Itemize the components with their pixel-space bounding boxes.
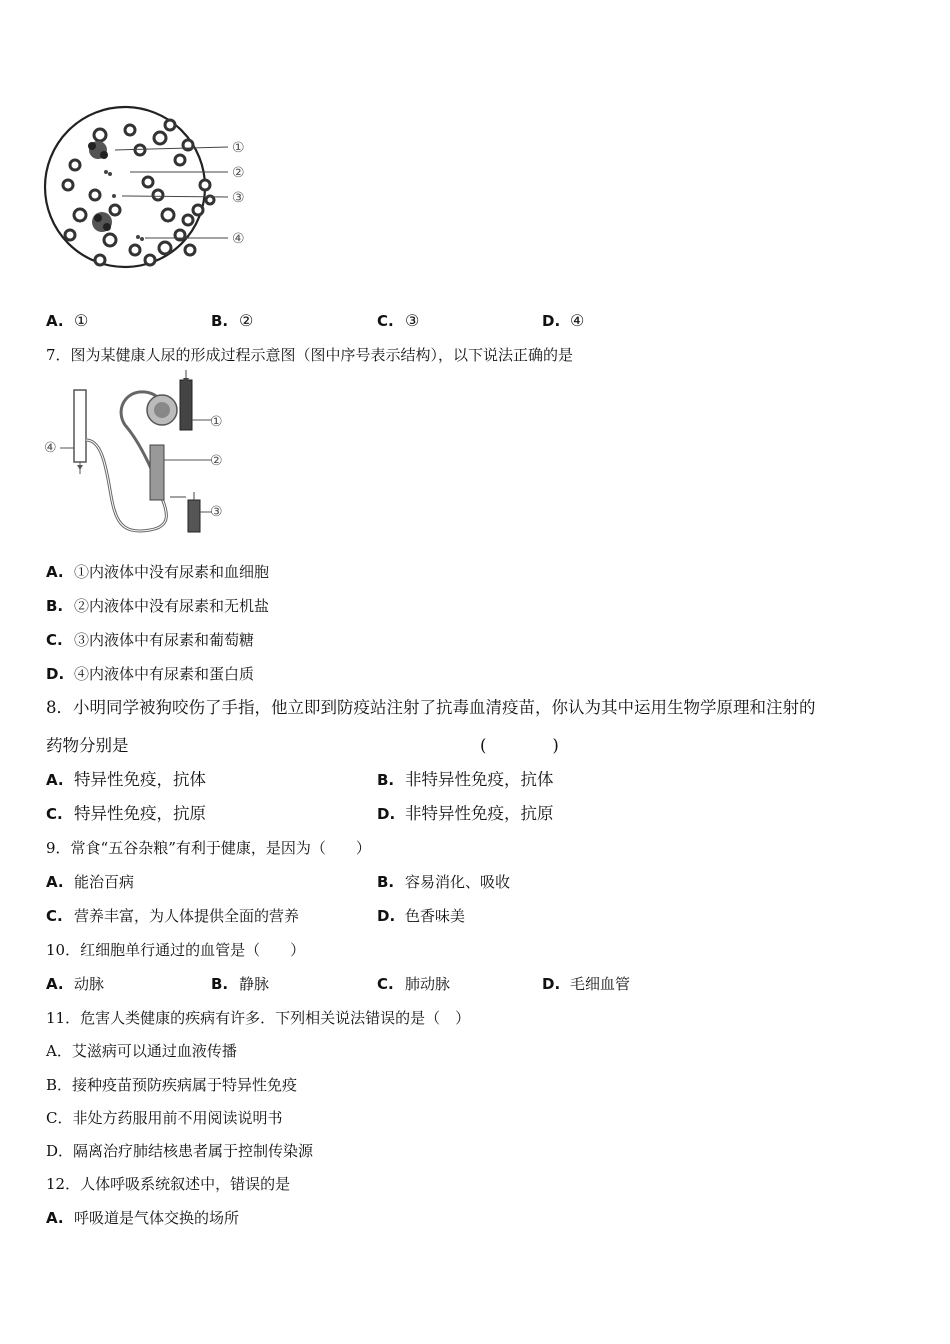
q10-stem: 10．红细胞单行通过的血管是（ ）: [46, 941, 306, 959]
option-letter: A.: [46, 563, 64, 581]
option-letter: C.: [46, 805, 63, 823]
option-letter: C.: [46, 907, 63, 925]
option-letter: C.: [46, 631, 63, 649]
option-text: 肺动脉: [405, 975, 451, 993]
option-text: 非特异性免疫，抗原: [405, 804, 554, 823]
q11-option-c[interactable]: C．非处方药服用前不用阅读说明书: [46, 1109, 283, 1127]
nephron-label-4: ④: [44, 440, 57, 456]
q9-stem: 9．常食“五谷杂粮”有利于健康，是因为（ ）: [46, 839, 371, 857]
option-text: ④内液体中有尿素和蛋白质: [74, 665, 255, 683]
nephron-label-1: ①: [210, 414, 223, 430]
q8-stem-line1: 8．小明同学被狗咬伤了手指，他立即到防疫站注射了抗毒血清疫苗，你认为其中运用生物学原理和注射的: [46, 698, 816, 717]
option-text: ①内液体中没有尿素和血细胞: [74, 563, 270, 581]
option-letter: A.: [46, 312, 64, 330]
option-letter: A.: [46, 873, 64, 891]
q11-stem: 11．危害人类健康的疾病有许多．下列相关说法错误的是（ ）: [46, 1009, 471, 1027]
option-letter: B.: [377, 873, 395, 891]
option-letter: C.: [377, 975, 394, 993]
smear-label-4: ④: [232, 231, 245, 247]
option-text: 特异性免疫，抗原: [74, 804, 206, 823]
option-text: 能治百病: [74, 873, 135, 891]
smear-label-3: ③: [232, 190, 245, 206]
q12-stem: 12．人体呼吸系统叙述中，错误的是: [46, 1175, 291, 1193]
option-letter: A.: [46, 1209, 64, 1227]
q8-answer-paren: ( ): [480, 736, 559, 755]
smear-label-1: ①: [232, 140, 245, 156]
option-letter: B.: [211, 975, 229, 993]
option-text: 呼吸道是气体交换的场所: [74, 1209, 240, 1227]
smear-label-2: ②: [232, 165, 245, 181]
option-text: 静脉: [239, 975, 270, 993]
option-text: 色香味美: [405, 907, 466, 925]
q11-option-b[interactable]: B．接种疫苗预防疾病属于特异性免疫: [46, 1076, 298, 1094]
q11-option-a[interactable]: A．艾滋病可以通过血液传播: [46, 1042, 237, 1060]
option-letter: C.: [377, 312, 394, 330]
option-text: 特异性免疫，抗体: [74, 770, 206, 789]
option-text: 非特异性免疫，抗体: [405, 770, 554, 789]
option-text: 毛细血管: [570, 975, 631, 993]
option-letter: D.: [46, 665, 65, 683]
q7-stem: 7．图为某健康人尿的形成过程示意图（图中序号表示结构），以下说法正确的是: [46, 346, 574, 364]
option-text: ②: [239, 311, 254, 330]
option-letter: A.: [46, 771, 64, 789]
option-text: ③内液体中有尿素和葡萄糖: [74, 631, 255, 649]
option-text: ③: [405, 311, 420, 330]
nephron-label-2: ②: [210, 453, 223, 469]
option-text: 营养丰富，为人体提供全面的营养: [74, 907, 300, 925]
q8-stem-line2: 药物分别是: [46, 736, 129, 755]
option-letter: D.: [542, 312, 561, 330]
nephron-figure: [40, 370, 240, 540]
option-text: ④: [570, 311, 585, 330]
option-letter: D.: [542, 975, 561, 993]
nephron-label-3: ③: [210, 504, 223, 520]
option-letter: A.: [46, 975, 64, 993]
option-text: 容易消化、吸收: [405, 873, 511, 891]
q11-option-d[interactable]: D．隔离治疗肺结核患者属于控制传染源: [46, 1142, 314, 1160]
blood-smear-figure: [40, 100, 260, 280]
option-letter: B.: [46, 597, 64, 615]
option-text: ①: [74, 311, 89, 330]
option-text: ②内液体中没有尿素和无机盐: [74, 597, 270, 615]
option-letter: D.: [377, 805, 396, 823]
option-letter: D.: [377, 907, 396, 925]
option-letter: B.: [377, 771, 395, 789]
option-text: 动脉: [74, 975, 105, 993]
option-letter: B.: [211, 312, 229, 330]
